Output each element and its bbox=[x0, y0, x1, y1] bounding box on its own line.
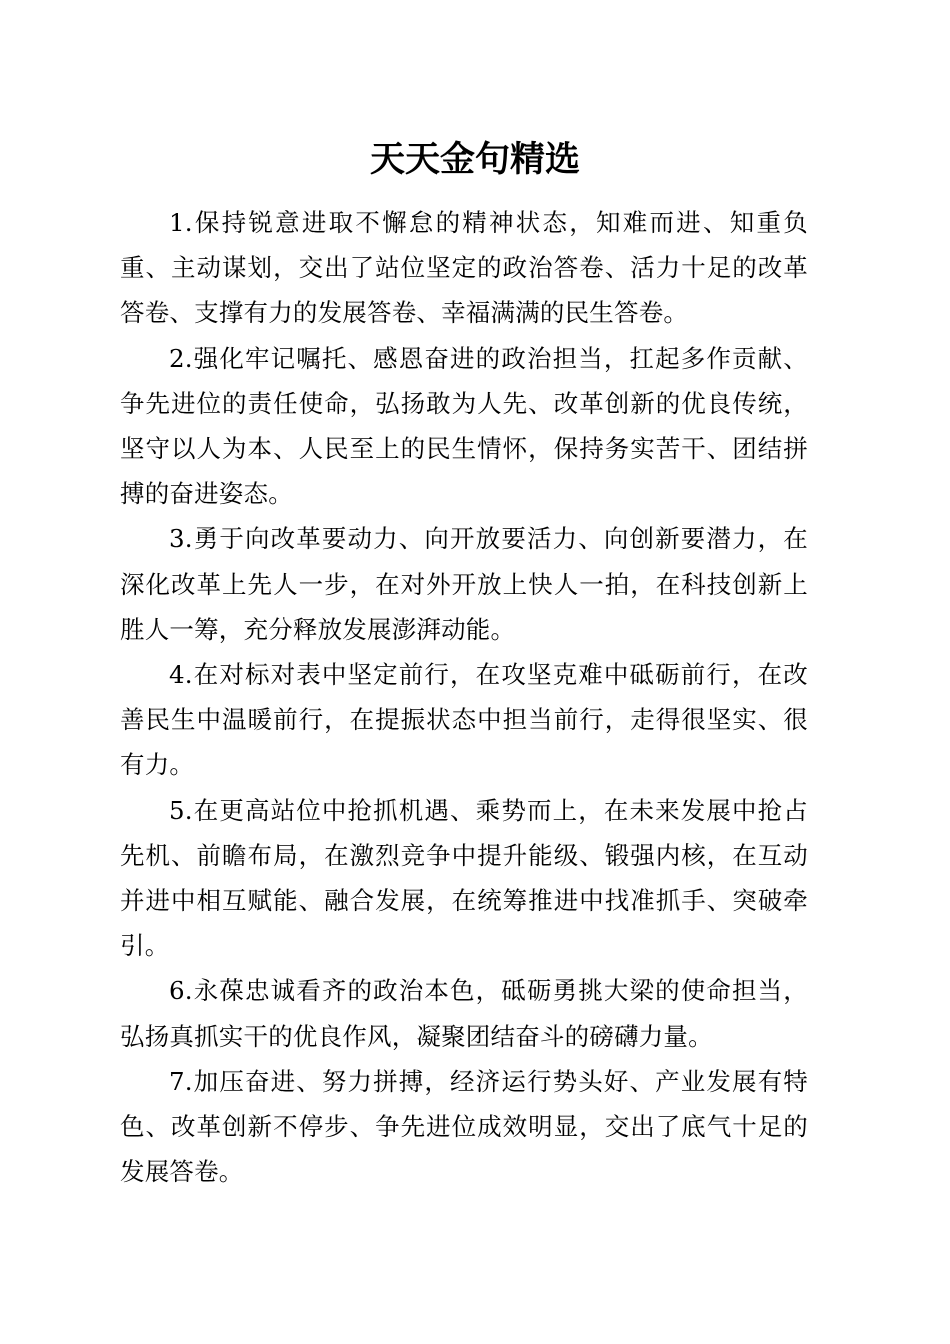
document-body bbox=[120, 200, 808, 1194]
paragraph-6: 6.永葆忠诚看齐的政治本色，砥砺勇挑大梁的使命担当，弘扬真抓实干的优良作风，凝聚团结奋斗的磅礴力量。 bbox=[120, 976, 808, 1051]
paragraph-4: 4.在对标对表中坚定前行，在攻坚克难中砥砺前行，在改善民生中温暖前行，在提振状态中担当前行，走得很坚实、很有力。 bbox=[120, 660, 808, 780]
document-title: 天天金句精选 bbox=[369, 139, 580, 180]
paragraph-3: 3.勇于向改革要动力、向开放要活力、向创新要潜力，在深化改革上先人一步，在对外开放上快人一拍，在科技创新上胜人一筹，充分释放发展澎湃动能。 bbox=[120, 524, 808, 644]
paragraph-5: 5.在更高站位中抢抓机遇、乘势而上，在未来发展中抢占先机、前瞻布局，在激烈竞争中提升能级、锻强内核，在互动并进中相互赋能、融合发展，在统筹推进中找准抓手、突破牵引。 bbox=[120, 795, 808, 961]
paragraph-2: 2.强化牢记嘱托、感恩奋进的政治担当，扛起多作贡献、争先进位的责任使命，弘扬敢为人先、改革创新的优良传统，坚守以人为本、人民至上的民生情怀，保持务实苦干、团结拼搏的奋进姿态。 bbox=[120, 343, 808, 509]
paragraph-7: 7.加压奋进、努力拼搏，经济运行势头好、产业发展有特色、改革创新不停步、争先进位成效明显，交出了底气十足的发展答卷。 bbox=[120, 1066, 808, 1187]
paragraph-1: 1.保持锐意进取不懈怠的精神状态，知难而进、知重负重、主动谋划，交出了站位坚定的政治答卷、活力十足的改革答卷、支撑有力的发展答卷、幸福满满的民生答卷。 bbox=[120, 208, 808, 328]
